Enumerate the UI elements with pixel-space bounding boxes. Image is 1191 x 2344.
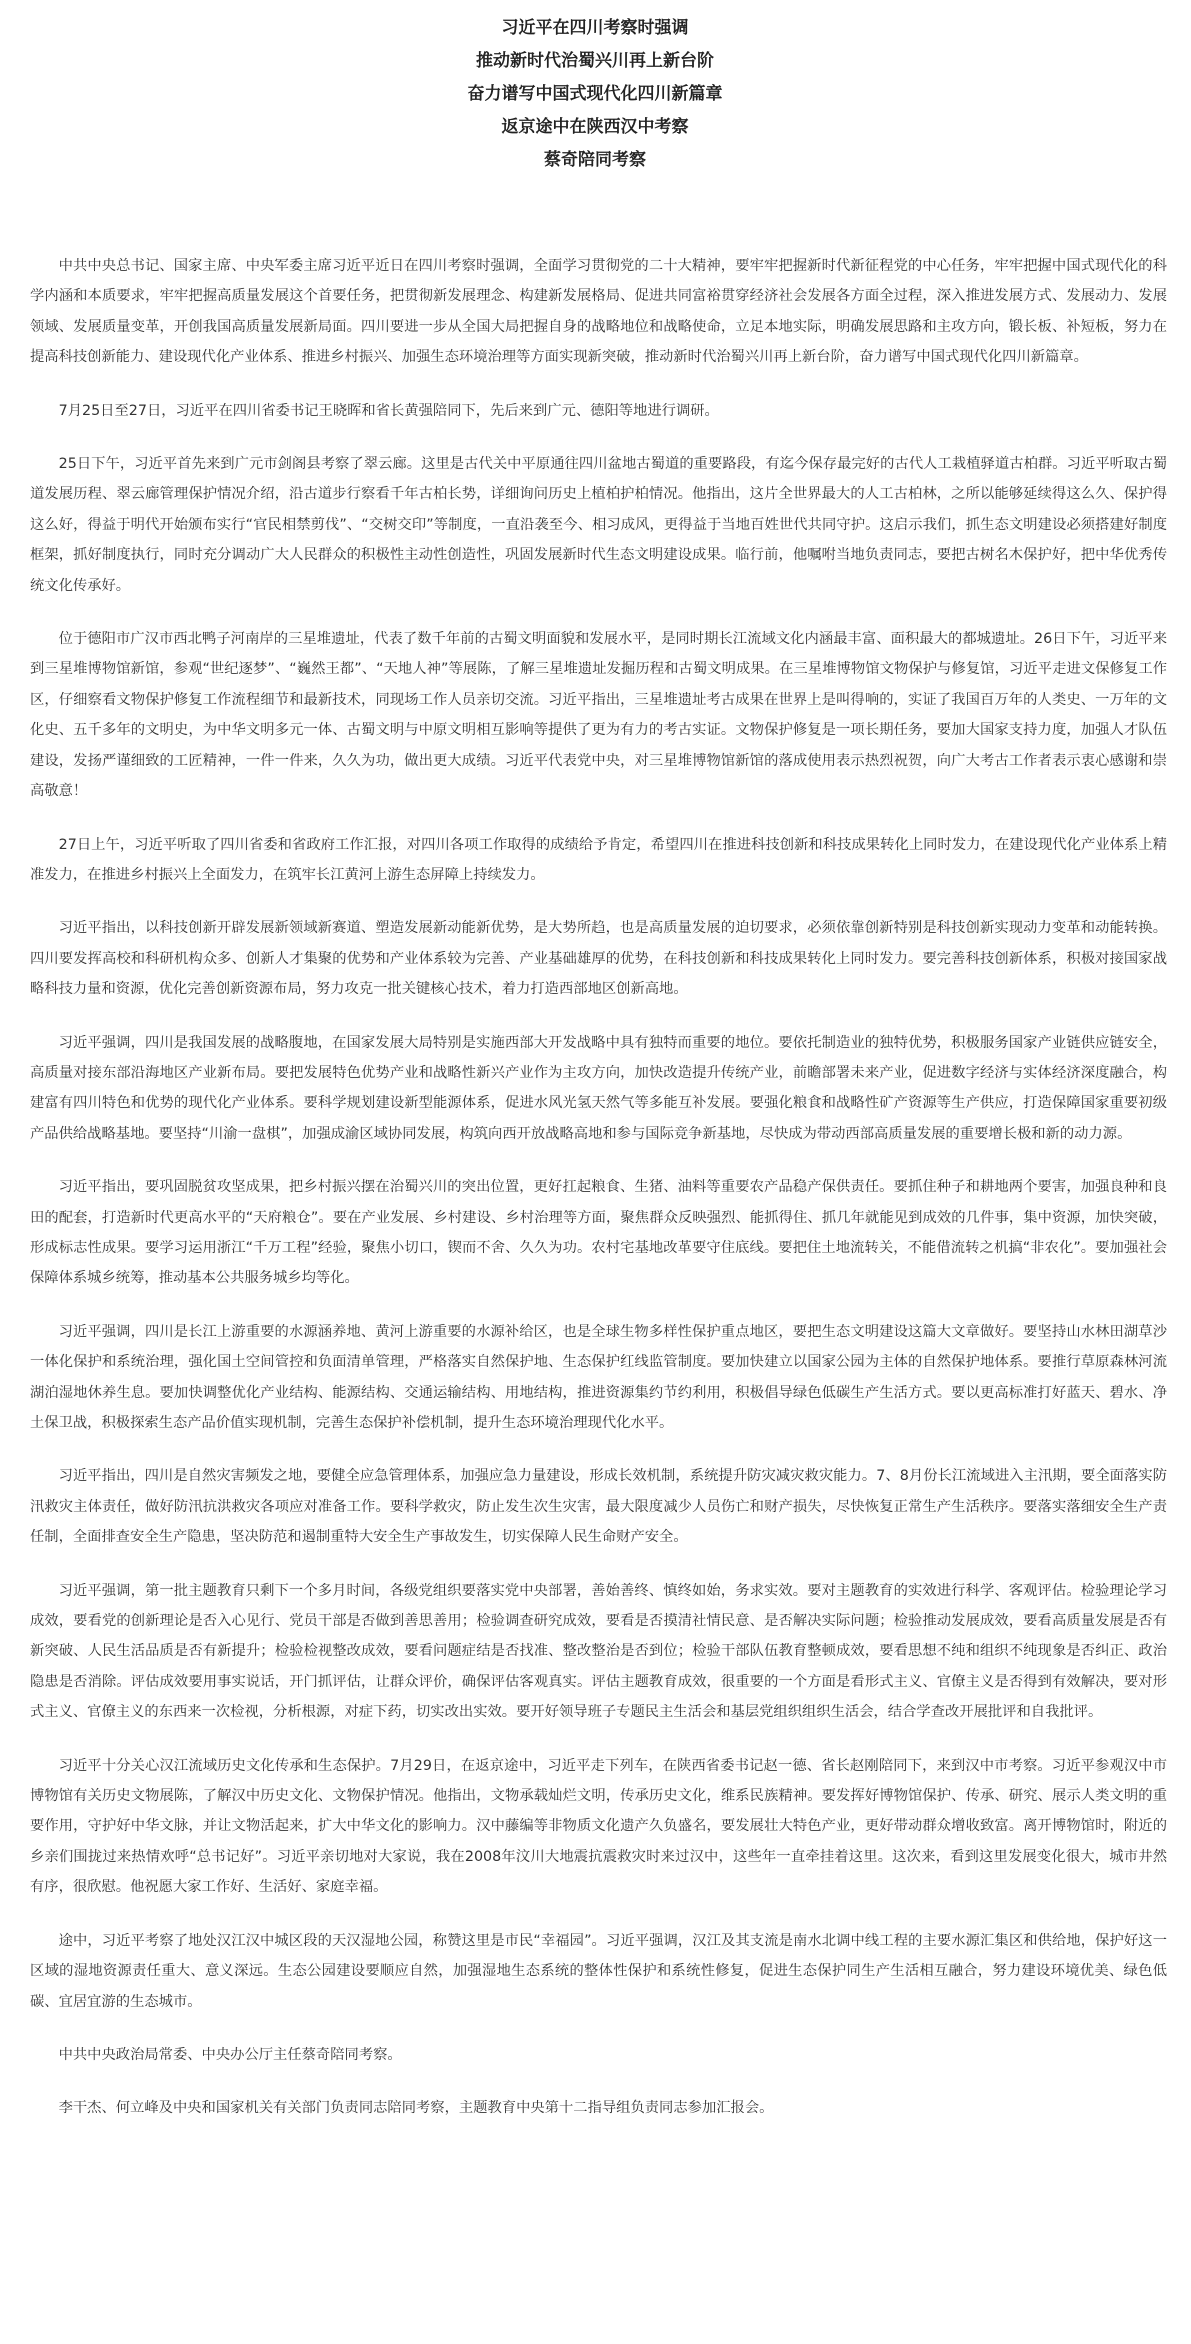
paragraph-ecology: 习近平强调，四川是长江上游重要的水源涵养地、黄河上游重要的水源补给区，也是全球生物多样性保护重点地区，要把生态文明建设这篇大文章做好。要坚持山水林田湖草沙一体化保护和系统治理，强化国土空间管控和负面清单管理，严格落实自然保护地、生态保护红线监管制度。要加快建立以国家公园为主体的自然保护地体系。要推行草原森林河流湖泊湿地休养生息。要加快调整优化产业结构、能源结构、交通运输结构、用地结构，推进资源集约节约利用，积极倡导绿色低碳生产生活方式。要以更高标准打好蓝天、碧水、净土保卫战，积极探索生态产品价值实现机制，完善生态保护补偿机制，提升生态环境治理现代化水平。 bbox=[30, 1323, 1167, 1431]
paragraph-education: 习近平强调，第一批主题教育只剩下一个多月时间，各级党组织要落实党中央部署，善始善终、慎终如始，务求实效。要对主题教育的实效进行科学、客观评估。检验理论学习成效，要看党的创新理论是否入心见行、党员干部是否做到善思善用；检验调查研究成效，要看是否摸清社情民意、是否解决实际问题；检验推动发展成效，要看高质量发展是否有新突破、人民生活品质是否有新提升；检验检视整改成效，要看问题症结是否找准、整改整治是否到位；检验干部队伍教育整顿成效，要看思想不纯和组织不纯现象是否纠正、政治隐患是否消除。评估成效要用事实说话，开门抓评估，让群众评价，确保评估客观真实。评估主题教育成效，很重要的一个方面是看形式主义、官僚主义是否得到有效解决，要对形式主义、官僚主义的东西来一次检视，分析根源，对症下药，切实改出实效。要开好领导班子专题民主生活会和基层党组织组织生活会，结合学查改开展批评和自我批评。 bbox=[30, 1582, 1167, 1721]
paragraph-accompanying: 李干杰、何立峰及中央和国家机关有关部门负责同志陪同考察，主题教育中央第十二指导组负责同志参加汇报会。 bbox=[58, 2100, 774, 2117]
headline-sub-4: 蔡奇陪同考察 bbox=[544, 150, 646, 170]
headline-sub-3: 返京途中在陕西汉中考察 bbox=[501, 117, 689, 137]
headline-main: 习近平在四川考察时强调 bbox=[501, 18, 689, 38]
paragraph-innovation: 习近平指出，以科技创新开辟发展新领域新赛道、塑造发展新动能新优势，是大势所趋，也是高质量发展的迫切要求，必须依靠创新特别是科技创新实现动力变革和动能转换。四川要发挥高校和科研机构众多、创新人才集聚的优势和产业体系较为完善、产业基础雄厚的优势，在科技创新和科技成果转化上同时发力。要完善科技创新体系，积极对接国家战略科技力量和资源，优化完善创新资源布局，努力攻克一批关键核心技术，着力打造西部地区创新高地。 bbox=[30, 920, 1167, 998]
paragraph-hanzhong-museum: 习近平十分关心汉江流域历史文化传承和生态保护。7月29日，在返京途中，习近平走下列车，在陕西省委书记赵一德、省长赵刚陪同下，来到汉中市考察。习近平参观汉中市博物馆有关历史文物展陈，了解汉中历史文化、文物保护情况。他指出，文物承载灿烂文明，传承历史文化，维系民族精神。要发挥好博物馆保护、传承、研究、展示人类文明的重要作用，守护好中华文脉，并让文物活起来，扩大中华文化的影响力。汉中藤编等非物质文化遗产久负盛名，要发展壮大特色产业，更好带动群众增收致富。离开博物馆时，附近的乡亲们围拢过来热情欢呼“总书记好”。习近平亲切地对大家说，我在2008年汶川大地震抗震救灾时来过汉中，这些年一直牵挂着这里。这次来，看到这里发展变化很大，城市井然有序，很欣慰。他祝愿大家工作好、生活好、家庭幸福。 bbox=[30, 1757, 1167, 1896]
paragraph-work-report: 27日上午，习近平听取了四川省委和省政府工作汇报，对四川各项工作取得的成绩给予肯定，希望四川在推进科技创新和科技成果转化上同时发力，在建设现代化产业体系上精准发力，在推进乡村振兴上全面发力，在筑牢长江黄河上游生态屏障上持续发力。 bbox=[30, 836, 1167, 883]
article-body bbox=[30, 251, 1167, 2124]
paragraph-sanxingdui: 位于德阳市广汉市西北鸭子河南岸的三星堆遗址，代表了数千年前的古蜀文明面貌和发展水平，是同时期长江流域文化内涵最丰富、面积最大的都城遗址。26日下午，习近平来到三星堆博物馆新馆，参观“世纪逐梦”、“巍然王都”、“天地人神”等展陈，了解三星堆遗址发掘历程和古蜀文明成果。在三星堆博物馆文物保护与修复馆，习近平走进文保修复工作区，仔细察看文物保护修复工作流程细节和最新技术，同现场工作人员亲切交流。习近平指出，三星堆遗址考古成果在世界上是叫得响的，实证了我国百万年的人类史、一万年的文化史、五千多年的文明史，为中华文明多元一体、古蜀文明与中原文明相互影响等提供了更为有力的考古实证。文物保护修复是一项长期任务，要加大国家支持力度，加强人才队伍建设，发扬严谨细致的工匠精神，一件一件来，久久为功，做出更大成绩。习近平代表党中央，对三星堆博物馆新馆的落成使用表示热烈祝贺，向广大考古工作者表示衷心感谢和崇高敬意！ bbox=[30, 631, 1167, 800]
paragraph-intro: 中共中央总书记、国家主席、中央军委主席习近平近日在四川考察时强调，全面学习贯彻党的二十大精神，要牢牢把握新时代新征程党的中心任务，牢牢把握中国式现代化的科学内涵和本质要求，牢牢把握高质量发展这个首要任务，把贯彻新发展理念、构建新发展格局、促进共同富裕贯穿经济社会发展各方面全过程，深入推进发展方式、发展动力、发展领域、发展质量变革，开创我国高质量发展新局面。四川要进一步从全国大局把握自身的战略地位和战略使命，立足本地实际，明确发展思路和主攻方向，锻长板、补短板，努力在提高科技创新能力、建设现代化产业体系、推进乡村振兴、加强生态环境治理等方面实现新突破，推动新时代治蜀兴川再上新台阶，奋力谱写中国式现代化四川新篇章。 bbox=[30, 258, 1167, 366]
paragraph-cuiyunlang: 25日下午，习近平首先来到广元市剑阁县考察了翠云廊。这里是古代关中平原通往四川盆地古蜀道的重要路段，有迄今保存最完好的古代人工栽植驿道古柏群。习近平听取古蜀道发展历程、翠云廊管理保护情况介绍，沿古道步行察看千年古柏长势，详细询问历史上植柏护柏情况。他指出，这片全世界最大的人工古柏林，之所以能够延续得这么久、保护得这么好，得益于明代开始颁布实行“官民相禁剪伐”、“交树交印”等制度，一直沿袭至今、相习成风，更得益于当地百姓世代共同守护。这启示我们，抓生态文明建设必须搭建好制度框架，抓好制度执行，同时充分调动广大人民群众的积极性主动性创造性，巩固发展新时代生态文明建设成果。临行前，他嘱咐当地负责同志，要把古树名木保护好，把中华优秀传统文化传承好。 bbox=[30, 456, 1167, 594]
paragraph-itinerary: 7月25日至27日，习近平在四川省委书记王晓晖和省长黄强陪同下，先后来到广元、德阳等地进行调研。 bbox=[58, 402, 719, 419]
paragraph-rural: 习近平指出，要巩固脱贫攻坚成果，把乡村振兴摆在治蜀兴川的突出位置，更好扛起粮食、生猪、油料等重要农产品稳产保供责任。要抓住种子和耕地两个要害，加强良种和良田的配套，打造新时代更高水平的“天府粮仓”。要在产业发展、乡村建设、乡村治理等方面，聚焦群众反映强烈、能抓得住、抓几年就能见到成效的几件事，集中资源，加快突破，形成标志性成果。要学习运用浙江“千万工程”经验，聚焦小切口，锲而不舍、久久为功。农村宅基地改革要守住底线。要把住土地流转关，不能借流转之机搞“非农化”。要加强社会保障体系城乡统筹，推动基本公共服务城乡均等化。 bbox=[30, 1179, 1167, 1287]
headline-block bbox=[30, 0, 1160, 177]
paragraph-industry: 习近平强调，四川是我国发展的战略腹地，在国家发展大局特别是实施西部大开发战略中具有独特而重要的地位。要依托制造业的独特优势，积极服务国家产业链供应链安全，高质量对接东部沿海地区产业新布局。要把发展特色优势产业和战略性新兴产业作为主攻方向，加快改造提升传统产业，前瞻部署未来产业，促进数字经济与实体经济深度融合，构建富有四川特色和优势的现代化产业体系。要科学规划建设新型能源体系，促进水风光氢天然气等多能互补发展。要强化粮食和战略性矿产资源等生产供应，打造保障国家重要初级产品供给战略基地。要坚持“川渝一盘棋”，加强成渝区域协同发展，构筑向西开放战略高地和参与国际竞争新基地，尽快成为带动西部高质量发展的重要增长极和新的动力源。 bbox=[30, 1034, 1167, 1142]
paragraph-wetland-park: 途中，习近平考察了地处汉江汉中城区段的天汉湿地公园，称赞这里是市民“幸福园”。习近平强调，汉江及其支流是南水北调中线工程的主要水源汇集区和供给地，保护好这一区域的湿地资源责任重大、意义深远。生态公园建设要顺应自然，加强湿地生态系统的整体性保护和系统性修复，促进生态保护同生产生活相互融合，努力建设环境优美、绿色低碳、宜居宜游的生态城市。 bbox=[30, 1932, 1167, 2010]
paragraph-disaster: 习近平指出，四川是自然灾害频发之地，要健全应急管理体系，加强应急力量建设，形成长效机制，系统提升防灾减灾救灾能力。7、8月份长江流域进入主汛期，要全面落实防汛救灾主体责任，做好防汛抗洪救灾各项应对准备工作。要科学救灾，防止发生次生灾害，最大限度减少人员伤亡和财产损失，尽快恢复正常生产生活秩序。要落实落细安全生产责任制，全面排查安全生产隐患，坚决防范和遏制重特大安全生产事故发生，切实保障人民生命财产安全。 bbox=[30, 1468, 1167, 1546]
headline-sub-1: 推动新时代治蜀兴川再上新台阶 bbox=[476, 51, 714, 71]
headline-sub-2: 奋力谱写中国式现代化四川新篇章 bbox=[467, 84, 723, 104]
paragraph-cai-qi: 中共中央政治局常委、中央办公厅主任蔡奇陪同考察。 bbox=[58, 2046, 402, 2063]
